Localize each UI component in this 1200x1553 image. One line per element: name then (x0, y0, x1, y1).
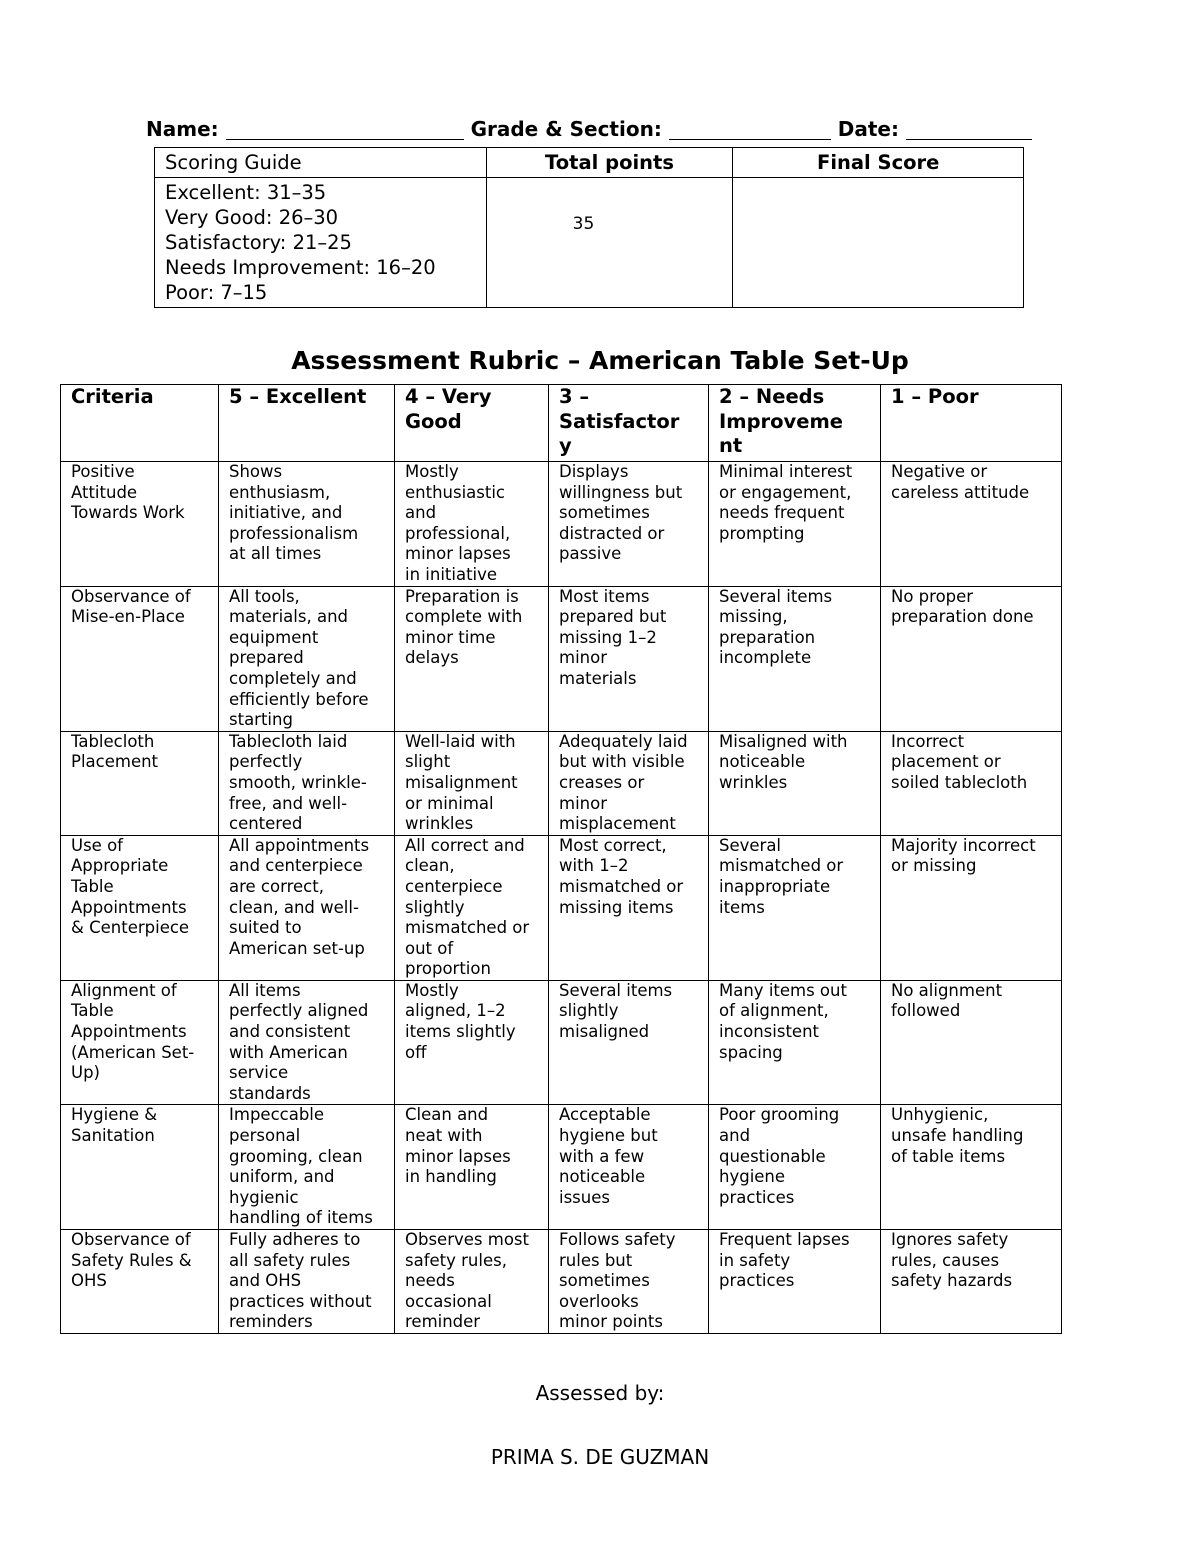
rubric-cell-excellent (219, 586, 395, 731)
cell-line: issues (559, 1187, 610, 1207)
cell-line: Most items (559, 586, 650, 606)
rubric-cell-satisfactory (549, 835, 709, 980)
cell-line: starting (229, 710, 293, 730)
cell-line: items slightly (405, 1022, 516, 1042)
cell-line: Placement (71, 752, 159, 772)
scoring-body-row (155, 178, 1024, 308)
cell-line: incomplete (719, 648, 812, 668)
criteria-cell (61, 980, 219, 1105)
final-score-field[interactable] (733, 178, 1024, 308)
cell-line: soiled tablecloth (891, 772, 1028, 792)
cell-line: sometimes (559, 503, 650, 523)
cell-line: at all times (229, 544, 322, 564)
cell-line: practices without (229, 1291, 372, 1311)
rubric-cell-satisfactory (549, 462, 709, 587)
cell-line: aligned, 1–2 (405, 1001, 506, 1021)
cell-line: service (229, 1063, 289, 1083)
cell-line: Appointments (71, 897, 187, 917)
cell-line: Mostly (405, 462, 459, 481)
rubric-header-row (61, 385, 1062, 462)
cell-line: Unhygienic, (891, 1105, 989, 1125)
cell-line: & Centerpiece (71, 918, 190, 938)
rubric-cell-excellent (219, 980, 395, 1105)
rubric-cell-needs-improvement (709, 586, 881, 731)
rubric-cell-very-good (395, 835, 549, 980)
cell-line: clean, (405, 856, 455, 876)
cell-line: Positive (71, 462, 135, 481)
cell-line: needs (405, 1271, 455, 1291)
score-range-satisfactory: Satisfactory: 21–25 (165, 231, 352, 254)
cell-line: Alignment of (71, 980, 177, 1000)
cell-line: reminders (229, 1312, 313, 1332)
cell-line: materials, and (229, 607, 348, 627)
rubric-cell-excellent (219, 1105, 395, 1230)
cell-line: misplacement (559, 814, 676, 834)
cell-line: Hygiene & (71, 1105, 158, 1125)
cell-line: of table items (891, 1146, 1006, 1166)
cell-line: enthusiastic (405, 482, 506, 502)
cell-line: minor points (559, 1312, 663, 1332)
cell-line: Incorrect (891, 731, 965, 751)
cell-line: with a few (559, 1146, 645, 1166)
cell-line: efficiently before (229, 689, 369, 709)
cell-line: or missing (891, 856, 977, 876)
name-field[interactable] (226, 119, 464, 140)
cell-line: with American (229, 1042, 348, 1062)
cell-line: slightly (405, 897, 465, 917)
cell-line: Adequately laid (559, 731, 688, 751)
cell-line: of alignment, (719, 1001, 829, 1021)
cell-line: and centerpiece (229, 856, 363, 876)
rubric-cell-excellent (219, 835, 395, 980)
cell-line: sometimes (559, 1271, 650, 1291)
header-line: 1 – Poor (891, 385, 979, 408)
rubric-cell-needs-improvement (709, 1230, 881, 1334)
rubric-cell-needs-improvement (709, 731, 881, 835)
rubric-cell-excellent (219, 1230, 395, 1334)
cell-line: Several items (719, 586, 833, 606)
cell-line: Impeccable (229, 1105, 325, 1125)
header-excellent (219, 385, 395, 462)
rubric-cell-poor (881, 731, 1062, 835)
rubric-row (61, 462, 1062, 587)
cell-line: safety hazards (891, 1271, 1013, 1291)
rubric-cell-poor (881, 586, 1062, 731)
cell-line: rules, causes (891, 1250, 1000, 1270)
cell-line: Table (71, 876, 114, 896)
criteria-cell (61, 731, 219, 835)
cell-line: and consistent (229, 1022, 351, 1042)
cell-line: Several (719, 835, 782, 855)
header-line: y (559, 434, 572, 457)
cell-line: free, and well- (229, 793, 348, 813)
cell-line: and (405, 503, 437, 523)
cell-line: clean, and well- (229, 897, 359, 917)
cell-line: Acceptable (559, 1105, 651, 1125)
cell-line: misalignment (405, 772, 518, 792)
header-line: Improveme (719, 409, 844, 433)
cell-line: Poor grooming (719, 1105, 840, 1125)
header-very-good (395, 385, 549, 462)
cell-line: Fully adheres to (229, 1230, 361, 1249)
cell-line: noticeable (559, 1167, 646, 1187)
rubric-cell-poor (881, 980, 1062, 1105)
cell-line: Minimal interest (719, 462, 853, 481)
rubric-cell-poor (881, 462, 1062, 587)
cell-line: creases or (559, 772, 645, 792)
cell-line: but with visible (559, 752, 685, 772)
rubric-cell-needs-improvement (709, 1105, 881, 1230)
cell-line: centerpiece (405, 876, 503, 896)
rubric-row (61, 586, 1062, 731)
rubric-cell-very-good (395, 586, 549, 731)
cell-line: Well-laid with (405, 731, 516, 751)
total-points-header: Total points (486, 148, 733, 178)
cell-line: missing 1–2 (559, 627, 657, 647)
cell-line: preparation (719, 627, 816, 647)
header-line: 3 – (559, 385, 590, 408)
cell-line: Observance of (71, 586, 191, 606)
cell-line: minor lapses (405, 1146, 511, 1166)
cell-line: Observance of (71, 1230, 191, 1249)
cell-line: minor lapses (405, 544, 511, 564)
cell-line: proportion (405, 959, 491, 979)
rubric-cell-satisfactory (549, 1105, 709, 1230)
cell-line: missing items (559, 897, 674, 917)
cell-line: Majority incorrect (891, 835, 1036, 855)
cell-line: initiative, and (229, 503, 343, 523)
cell-line: or minimal (405, 793, 494, 813)
cell-line: in initiative (405, 564, 498, 584)
cell-line: minor time (405, 627, 496, 647)
cell-line: Mise-en-Place (71, 607, 185, 627)
cell-line: Many items out (719, 980, 847, 1000)
cell-line: grooming, clean (229, 1146, 363, 1166)
rubric-cell-excellent (219, 462, 395, 587)
cell-line: rules but (559, 1250, 633, 1270)
date-label: Date: (837, 117, 899, 141)
cell-line: Follows safety (559, 1230, 676, 1249)
cell-line: in handling (405, 1167, 497, 1187)
scoring-guide-list (155, 178, 487, 308)
cell-line: prepared (229, 648, 304, 668)
rubric-cell-very-good (395, 980, 549, 1105)
cell-line: questionable (719, 1146, 826, 1166)
cell-line: Clean and (405, 1105, 489, 1125)
cell-line: noticeable (719, 752, 806, 772)
header-criteria (61, 385, 219, 462)
cell-line: items (719, 897, 765, 917)
cell-line: mismatched or (719, 856, 844, 876)
grade-section-field[interactable] (669, 119, 831, 140)
cell-line: wrinkles (405, 814, 474, 834)
cell-line: perfectly aligned (229, 1001, 369, 1021)
name-label: Name: (146, 117, 219, 141)
rubric-cell-needs-improvement (709, 980, 881, 1105)
criteria-cell (61, 586, 219, 731)
cell-line: careless attitude (891, 482, 1030, 502)
header-line: Criteria (71, 385, 154, 408)
cell-line: Misaligned with (719, 731, 848, 751)
cell-line: followed (891, 1001, 961, 1021)
header-poor (881, 385, 1062, 462)
rubric-cell-very-good (395, 1230, 549, 1334)
cell-line: spacing (719, 1042, 783, 1062)
cell-line: standards (229, 1083, 311, 1103)
cell-line: practices (719, 1271, 795, 1291)
rubric-cell-very-good (395, 731, 549, 835)
cell-line: Tablecloth laid (229, 731, 348, 751)
cell-line: (American Set- (71, 1042, 195, 1062)
header-line: Satisfactor (559, 409, 680, 433)
cell-line: willingness but (559, 482, 683, 502)
cell-line: Most correct, (559, 835, 667, 855)
rubric-table (60, 384, 1062, 1334)
rubric-row (61, 980, 1062, 1105)
rubric-cell-very-good (395, 1105, 549, 1230)
header-satisfactory (549, 385, 709, 462)
cell-line: suited to (229, 918, 302, 938)
score-range-excellent: Excellent: 31–35 (165, 181, 327, 204)
cell-line: occasional (405, 1291, 492, 1311)
cell-line: All correct and (405, 835, 525, 855)
rubric-cell-satisfactory (549, 1230, 709, 1334)
cell-line: distracted or (559, 523, 665, 543)
cell-line: materials (559, 668, 637, 688)
cell-line: centered (229, 814, 303, 834)
cell-line: Several items (559, 980, 673, 1000)
cell-line: professionalism (229, 523, 359, 543)
cell-line: slightly (559, 1001, 619, 1021)
cell-line: handling of items (229, 1208, 373, 1228)
rubric-row (61, 1230, 1062, 1334)
cell-line: Appointments (71, 1022, 187, 1042)
cell-line: placement or (891, 752, 1001, 772)
cell-line: All tools, (229, 586, 300, 606)
rubric-cell-poor (881, 1105, 1062, 1230)
cell-line: Mostly (405, 980, 459, 1000)
cell-line: completely and (229, 668, 357, 688)
cell-line: complete with (405, 607, 523, 627)
date-field[interactable] (906, 119, 1032, 140)
cell-line: reminder (405, 1312, 481, 1332)
header-line: 2 – Needs (719, 385, 825, 408)
criteria-cell (61, 835, 219, 980)
rubric-cell-needs-improvement (709, 835, 881, 980)
cell-line: perfectly (229, 752, 303, 772)
cell-line: Use of (71, 835, 123, 855)
cell-line: misaligned (559, 1022, 650, 1042)
cell-line: preparation done (891, 607, 1034, 627)
cell-line: personal (229, 1126, 301, 1146)
cell-line: or engagement, (719, 482, 852, 502)
cell-line: professional, (405, 523, 511, 543)
cell-line: Observes most (405, 1230, 529, 1249)
cell-line: No alignment (891, 980, 1003, 1000)
cell-line: unsafe handling (891, 1126, 1024, 1146)
cell-line: and OHS (229, 1271, 302, 1291)
rubric-cell-satisfactory (549, 731, 709, 835)
grade-section-label: Grade & Section: (470, 117, 662, 141)
cell-line: Table (71, 1001, 114, 1021)
cell-line: inconsistent (719, 1022, 819, 1042)
rubric-cell-needs-improvement (709, 462, 881, 587)
cell-line: Frequent lapses (719, 1230, 850, 1249)
cell-line: and (719, 1126, 751, 1146)
cell-line: prompting (719, 523, 805, 543)
score-range-poor: Poor: 7–15 (165, 281, 268, 304)
rubric-title: Assessment Rubric – American Table Set-Up (291, 346, 909, 375)
cell-line: practices (719, 1187, 795, 1207)
score-range-needs-improvement: Needs Improvement: 16–20 (165, 256, 436, 279)
cell-line: safety rules, (405, 1250, 507, 1270)
cell-line: inappropriate (719, 876, 831, 896)
cell-line: out of (405, 938, 454, 958)
score-range-very-good: Very Good: 26–30 (165, 206, 339, 229)
rubric-cell-poor (881, 1230, 1062, 1334)
cell-line: delays (405, 648, 459, 668)
cell-line: Sanitation (71, 1126, 155, 1146)
header-line: 5 – Excellent (229, 385, 367, 408)
cell-line: Negative or (891, 462, 988, 481)
cell-line: Towards Work (71, 503, 185, 523)
rubric-row (61, 1105, 1062, 1230)
cell-line: enthusiasm, (229, 482, 331, 502)
cell-line: neat with (405, 1126, 483, 1146)
cell-line: needs frequent (719, 503, 845, 523)
cell-line: with 1–2 (559, 856, 629, 876)
assessed-by-label: Assessed by: (535, 1381, 665, 1405)
cell-line: mismatched or (559, 876, 684, 896)
cell-line: Safety Rules & (71, 1250, 192, 1270)
total-points-value: 35 (486, 178, 733, 308)
scoring-guide-table (154, 147, 1024, 308)
cell-line: mismatched or (405, 918, 530, 938)
cell-line: Preparation is (405, 586, 519, 606)
cell-line: passive (559, 544, 622, 564)
cell-line: all safety rules (229, 1250, 351, 1270)
scoring-guide-header: Scoring Guide (155, 148, 487, 178)
cell-line: hygiene (719, 1167, 786, 1187)
final-score-header: Final Score (733, 148, 1024, 178)
assessor-name: PRIMA S. DE GUZMAN (490, 1445, 710, 1469)
cell-line: overlooks (559, 1291, 639, 1311)
criteria-cell (61, 1230, 219, 1334)
criteria-cell (61, 462, 219, 587)
cell-line: equipment (229, 627, 319, 647)
cell-line: hygienic (229, 1187, 299, 1207)
cell-line: American set-up (229, 938, 365, 958)
header-line: 4 – Very (405, 385, 492, 408)
student-info-line (146, 117, 1032, 141)
cell-line: missing, (719, 607, 788, 627)
rubric-row (61, 835, 1062, 980)
criteria-cell (61, 1105, 219, 1230)
cell-line: uniform, and (229, 1167, 335, 1187)
header-line: nt (719, 434, 743, 457)
cell-line: wrinkles (719, 772, 788, 792)
cell-line: slight (405, 752, 451, 772)
cell-line: Ignores safety (891, 1230, 1009, 1249)
scoring-header-row (155, 148, 1024, 178)
cell-line: Displays (559, 462, 629, 481)
rubric-cell-very-good (395, 462, 549, 587)
cell-line: Attitude (71, 482, 138, 502)
cell-line: No proper (891, 586, 974, 606)
cell-line: hygiene but (559, 1126, 658, 1146)
header-line: Good (405, 409, 462, 433)
rubric-cell-excellent (219, 731, 395, 835)
cell-line: smooth, wrinkle- (229, 772, 367, 792)
cell-line: All items (229, 980, 301, 1000)
cell-line: OHS (71, 1271, 107, 1291)
rubric-cell-satisfactory (549, 586, 709, 731)
rubric-cell-satisfactory (549, 980, 709, 1105)
cell-line: All appointments (229, 835, 370, 855)
cell-line: prepared but (559, 607, 667, 627)
cell-line: Appropriate (71, 856, 169, 876)
cell-line: Up) (71, 1063, 100, 1083)
cell-line: Shows (229, 462, 283, 481)
cell-line: minor (559, 648, 607, 668)
cell-line: are correct, (229, 876, 324, 896)
rubric-cell-poor (881, 835, 1062, 980)
cell-line: off (405, 1042, 427, 1062)
cell-line: in safety (719, 1250, 791, 1270)
rubric-row (61, 731, 1062, 835)
header-needs-improvement (709, 385, 881, 462)
cell-line: Tablecloth (71, 731, 155, 751)
cell-line: minor (559, 793, 607, 813)
